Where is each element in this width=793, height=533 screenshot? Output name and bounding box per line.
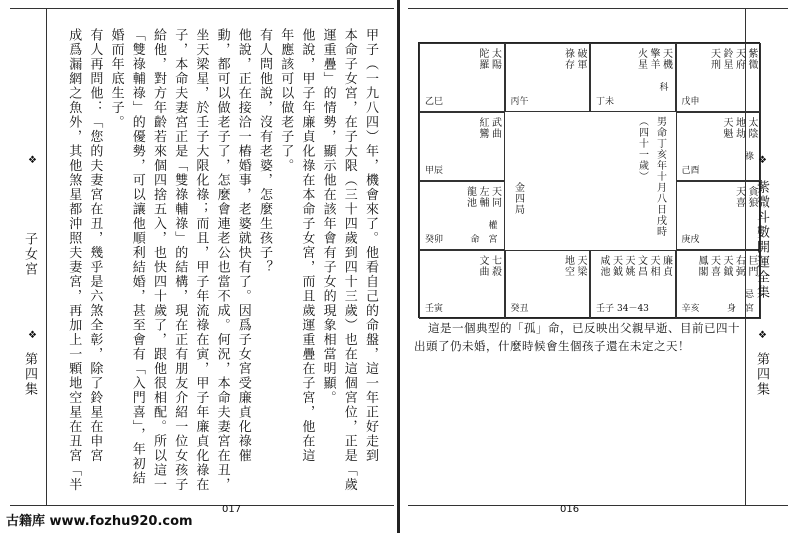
palace-cell	[419, 250, 505, 319]
age-range: 34－43	[617, 304, 649, 314]
diamond-icon: ❖	[28, 330, 37, 341]
text-column: 本命子女宮，在子大限（三十四歲到四十三歲）也在這個宮位，正是「歲	[341, 28, 357, 492]
text-column: 他說，甲子年廉貞化祿在本命子女宮，而且歲運重疊在子宮，他在這	[299, 28, 315, 463]
palace-tag: 命 宮	[470, 235, 498, 245]
bottom-rule	[408, 505, 788, 506]
star-name: 破軍	[575, 48, 586, 70]
text-column: 甲子（一九八四）年，機會來了。他看自己的命盤，這一年正好走到	[363, 28, 378, 463]
star-name: 右弼	[733, 255, 745, 277]
palace-cell	[676, 43, 762, 112]
text-column: 成爲漏網之魚外，其他煞星都沖照夫妻宮，再加上一顆地空星在丑宮「半	[66, 28, 82, 492]
star-name: 天鉞	[610, 255, 622, 277]
palace-stars	[696, 255, 757, 277]
star-name: 武曲	[489, 117, 501, 139]
text-column: 子，本命夫妻宮正是「雙祿輔祿」的結構，現在正有朋友介紹一位女孩子	[172, 28, 188, 492]
palace-stars	[477, 48, 500, 70]
star-name: 文昌	[635, 255, 647, 277]
palace-stars	[562, 48, 585, 70]
diamond-icon: ❖	[758, 330, 767, 341]
palace-stars	[635, 48, 671, 70]
star-name: 紫微	[746, 48, 757, 70]
star-name: 地劫	[733, 117, 745, 139]
star-name: 天喜	[733, 186, 745, 208]
palace-cell	[419, 112, 505, 181]
palace-stars	[477, 255, 500, 277]
star-name: 紅鸞	[477, 117, 488, 139]
star-name: 天刑	[708, 48, 720, 70]
text-column: 坐天梁星，於壬子大限化祿；而且，甲子年流祿在寅，甲子年廉貞化祿在	[193, 28, 209, 492]
watermark: 古籍库 www.fozhu920.com	[6, 514, 193, 529]
star-name: 太陽	[489, 48, 501, 70]
palace-stars	[464, 186, 500, 208]
palace-branch: 戊申	[681, 97, 700, 107]
birth-line-1: 男命丁亥年十月八日戌時	[654, 116, 666, 237]
star-name: 廉貞	[660, 255, 672, 277]
text-column: 「雙祿輔祿」的優勢，可以讓他順利結婚，甚至會有「入門喜」，年初結	[129, 28, 145, 486]
palace-branch: 辛亥	[681, 304, 700, 314]
star-name: 巨門	[746, 255, 757, 277]
star-name: 鈴星	[721, 48, 732, 70]
palace-branch: 丁未	[596, 97, 615, 107]
star-name: 太陰	[746, 117, 757, 139]
diamond-icon: ❖	[28, 155, 37, 166]
transform-mark: 祿	[744, 152, 754, 162]
birth-line-2: （四十一歲）	[636, 116, 648, 182]
page-number: 016	[560, 504, 580, 515]
star-name: 天梁	[575, 255, 586, 277]
chart-ju: 金四局	[512, 182, 524, 215]
star-name: 天同	[489, 186, 501, 208]
palace-cell	[590, 250, 676, 319]
ziwei-chart	[418, 42, 760, 318]
palace-cell	[419, 181, 505, 250]
text-column: 動，都可以做老子了，怎麼會連老公也當不成。何況，本命夫妻宮在丑，	[214, 28, 230, 492]
palace-tag: 身 宮	[726, 304, 754, 314]
chart-age-info	[635, 116, 650, 182]
chapter-number: 第四集	[754, 352, 769, 397]
diamond-icon: ❖	[758, 155, 767, 166]
text-column: 運重疊」的情勢，顯示他在該年會有子女的現象相當明顯。	[320, 28, 336, 405]
palace-branch: 甲辰	[425, 166, 444, 176]
side-rule	[46, 8, 47, 505]
page-number: 017	[222, 504, 242, 515]
star-name: 天魁	[721, 117, 732, 139]
star-name: 天機	[660, 48, 672, 70]
palace-cell	[590, 43, 676, 112]
palace-cell	[505, 43, 591, 112]
book-title: 紫微斗數開運全集	[754, 180, 769, 300]
palace-stars	[562, 255, 585, 277]
star-name: 天鉞	[721, 255, 732, 277]
star-name: 擎羊	[648, 48, 659, 70]
palace-branch: 乙巳	[425, 97, 444, 107]
transform-mark: 忌	[744, 290, 754, 300]
text-column: 婚而年底生子。	[108, 28, 124, 130]
text-column: 給他，對方年齡若來個四捨五入，也快四十歲了，跟他很相配。所以這一	[151, 28, 166, 492]
caption-line-1: 這是一個典型的「孤」命，已反映出父親早逝、目前已四十	[428, 321, 740, 335]
transform-mark: 科	[659, 83, 669, 93]
text-column: 有人問他說，沒有老婆，怎麼生孩子？	[257, 28, 272, 275]
chart-center	[505, 112, 676, 250]
chapter-number: 第四集	[22, 352, 37, 397]
text-column: 年應該可以做老子了。	[278, 28, 294, 173]
star-name: 天府	[733, 48, 745, 70]
palace-cell	[676, 181, 762, 250]
chapter-title: 子女宮	[22, 232, 37, 277]
palace-stars	[708, 48, 756, 70]
star-name: 火星	[635, 48, 647, 70]
text-column: 有人再問他：「您的夫妻宮在丑，幾乎是六煞全彰，除了鈴星在申宮	[87, 28, 103, 463]
palace-branch: 癸丑	[510, 304, 529, 314]
star-name: 左輔	[477, 186, 488, 208]
star-name: 陀羅	[477, 48, 488, 70]
palace-branch: 己酉	[681, 166, 700, 176]
star-name: 七殺	[489, 255, 501, 277]
star-name: 地空	[562, 255, 574, 277]
palace-branch: 丙午	[510, 97, 529, 107]
star-name: 天姚	[623, 255, 634, 277]
star-name: 鳳閣	[696, 255, 707, 277]
star-name: 龍池	[464, 186, 476, 208]
bottom-rule	[10, 505, 394, 506]
palace-cell	[676, 112, 762, 181]
top-rule	[10, 8, 394, 9]
palace-branch: 庚戌	[681, 235, 700, 245]
palace-stars	[598, 255, 671, 277]
palace-stars	[721, 117, 757, 139]
star-name: 天相	[648, 255, 659, 277]
chart-birth-info	[655, 116, 666, 237]
palace-branch: 壬寅	[425, 304, 444, 314]
transform-mark: 權	[488, 221, 498, 231]
palace-cell	[419, 43, 505, 112]
star-name: 咸池	[598, 255, 609, 277]
caption-line-2: 出頭了仍未婚，什麼時候會生個孩子還在未定之天！	[414, 339, 690, 353]
right-page	[400, 0, 793, 533]
palace-cell	[676, 250, 762, 319]
star-name: 文曲	[477, 255, 488, 277]
text-column: 他說，正在接洽一樁婚事，老婆就快有了。因爲子女宮受廉貞化祿催	[235, 28, 251, 463]
star-name: 天喜	[708, 255, 720, 277]
star-name: 祿存	[562, 48, 574, 70]
top-rule	[408, 8, 788, 9]
star-name: 貪狼	[746, 186, 757, 208]
palace-cell	[505, 250, 591, 319]
palace-branch: 癸卯	[425, 235, 444, 245]
palace-stars	[477, 117, 500, 139]
palace-branch: 壬子	[596, 304, 615, 314]
